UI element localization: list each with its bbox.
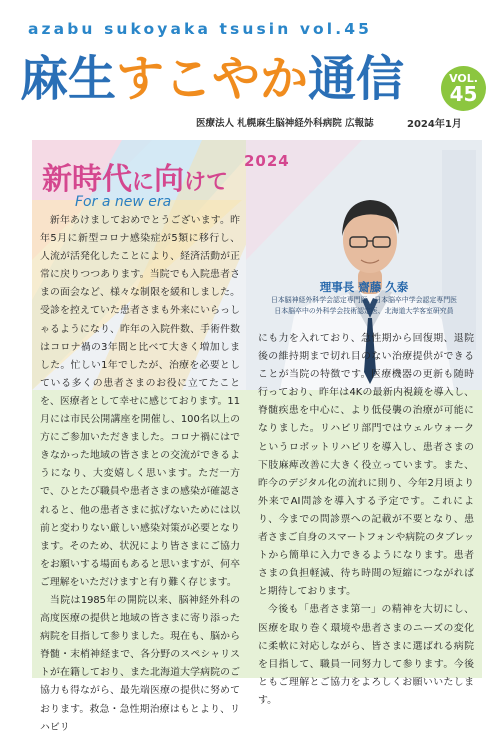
- volume-number: 45: [449, 82, 478, 106]
- article-paragraph: 今後も「患者さま第一」の精神を大切にし、医療を取り巻く環境や患者さまのニーズの変化に柔軟に対応しながら、皆さまに選ばれる病院を目指して、職員一同努力して参ります。今後ともご理解とご協力をよろしくお願いいたします。: [258, 604, 474, 706]
- headline-shinjidai: 新時代: [42, 162, 132, 197]
- article-paragraph: 新年あけましておめでとうございます。昨年5月に新型コロナ感染症が5類に移行し、人流が活発化したことにより、経済活動が正常に戻りつつあります。当院でも入院患者さまの面会など、様々な制限を緩和しました。受診を控えていた患者さまも外来にいらっしゃるようになり、昨年の入院件数、手術件数はコロナ禍の3年間と比べて大きく増加しました。忙しい1年でしたが、治療を必要としている多くの患者さまのお役に立てたことを、医療者として幸せに感じております。11月には市民公開講座を開催し、100名以上の方にご参加いただきました。コロナ禍にはできなかった地域の皆さまとの交流ができるようになり、大変嬉しく思います。ただ一方で、ひとたび職員や患者さまの感染が確認されると、他の患者さまに拡げないためには以前と変わりない厳しい感染対策が必要となります。そのため、状況により皆さまにご協力をお願いする場面もあると思いますが、何卒ご理解をいただけますと有り難く存じます。: [40, 215, 240, 588]
- caption-credential-1: 日本脳神経外科学会認定専門医、日本脳卒中学会認定専門医: [270, 296, 458, 304]
- masthead-part-tsushin: 通信: [308, 51, 405, 107]
- headline-ni: に: [132, 170, 155, 195]
- publication-date: 2024年1月: [407, 119, 462, 130]
- caption-credential-2: 日本脳卒中の外科学会技術認定医、北海道大学客室研究員: [274, 307, 454, 315]
- article-paragraph-continued: にも力を入れており、急性期から回復期、退院後の維持期まで切れ目のない治療提供ができることが当院の特徴です。医療機器の更新も随時行っており、昨年は4Kの最新内視鏡を導入し、脊髄疾患を中心に、より低侵襲の治療が可能になりました。リハビリ部門ではウェルウォークというロボットリハビリを導入し、患者さまの下肢麻痺改善に大きく役立っています。また、昨今のデジタル化の流れに則り、今年2月頃より外来でAI問診を導入する予定です。これにより、今までの問診票への記載が不要となり、患者さまご自身のスマートフォンや病院のタブレットから簡単に入力できるようになります。患者さまの負担軽減、待ち時間の短縮につながればと期待しております。: [258, 333, 474, 598]
- masthead-part-sukoyaka: すこやか: [116, 51, 309, 107]
- masthead-title: [20, 48, 440, 110]
- series-title: azabu sukoyaka tsusin vol.45: [28, 20, 372, 38]
- article-column-left: [40, 212, 240, 737]
- portrait-caption: [264, 279, 464, 317]
- volume-badge: [441, 66, 486, 111]
- headline-year: 2024: [244, 152, 290, 170]
- masthead-part-azabu: 麻生: [20, 51, 117, 107]
- volume-label: VOL.: [449, 72, 478, 85]
- article-paragraph: 当院は1985年の開院以来、脳神経外科の高度医療の提供と地域の皆さまに寄り添った病院を目指して参りました。現在も、脳から脊髄・末梢神経まで、各分野のスペシャリストが在籍しており、また北海道大学病院のご協力も得ながら、最先端医療の提供に努めております。救急・急性期治療はもとより、リハビリ: [40, 594, 240, 733]
- headline-subtitle: For a new era: [75, 194, 172, 210]
- article-column-right: [258, 330, 474, 710]
- headline-kete: けて: [184, 170, 229, 195]
- hero-headline: [42, 154, 228, 198]
- headline-mu: 向: [154, 162, 185, 197]
- caption-name: 理事長 齋藤 久泰: [319, 280, 409, 294]
- publisher-name: 医療法人 札幌麻生脳神経外科病院 広報誌: [196, 118, 374, 129]
